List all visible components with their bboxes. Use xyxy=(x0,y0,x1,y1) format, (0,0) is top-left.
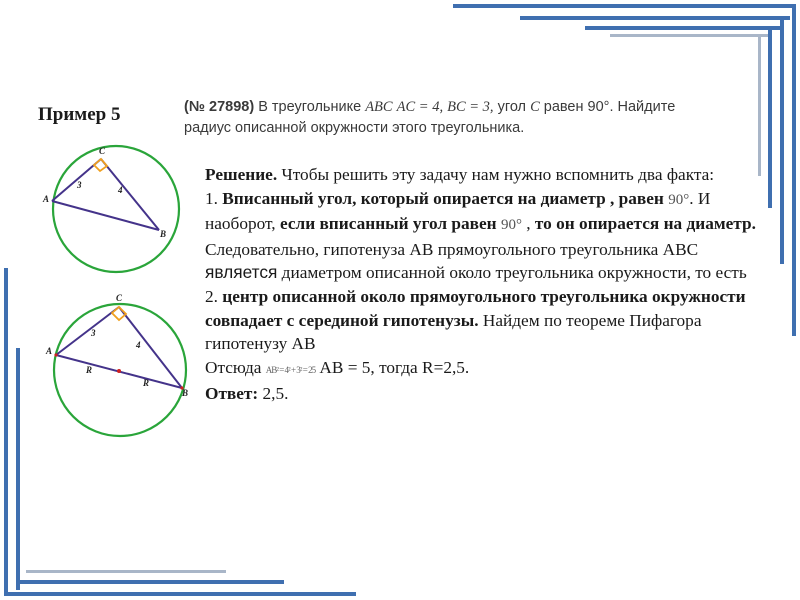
frame-line-left-2 xyxy=(16,348,20,590)
frame-line-top-3 xyxy=(585,26,781,30)
side-ac: AC = 4, xyxy=(396,99,444,115)
solution-intro: Чтобы решить эту задачу нам нужно вспомнить два факта: xyxy=(277,165,715,184)
problem-statement xyxy=(184,97,704,139)
fact-1-bold-3: то он опирается на диаметр. xyxy=(534,214,756,234)
solution-paragraph-1 xyxy=(205,163,770,187)
label-r-2: R xyxy=(143,378,150,388)
fact-1-comma: , xyxy=(521,214,535,234)
label-c-2: C xyxy=(116,293,123,303)
label-side-3: 3 xyxy=(77,180,82,190)
answer-value: 2,5. xyxy=(258,384,289,404)
problem-text-1: В треугольнике xyxy=(258,99,362,115)
frame-line-right-outer xyxy=(792,4,796,336)
example-heading: Пример 5 xyxy=(38,104,121,125)
problem-text-3: равен 90°. Найдите xyxy=(543,99,676,115)
solution-text xyxy=(205,163,770,406)
pythagoras-formula: AB² = 4² + 3² = 25 xyxy=(265,364,316,375)
point-a xyxy=(54,353,57,356)
fact-1-text-1: . И наоборот, xyxy=(205,188,711,234)
frame-line-top-outer xyxy=(453,4,795,8)
angle-c: C xyxy=(530,99,540,115)
solution-paragraph-4 xyxy=(205,356,770,383)
problem-text-2: угол xyxy=(497,99,527,115)
answer-label: Ответ: xyxy=(205,384,259,404)
fact-1-text-2: Следовательно, гипотенуза АВ прямоугольного треугольника АВС xyxy=(205,239,699,259)
degree-90-2: 90° xyxy=(500,217,522,234)
label-b-1: B xyxy=(160,229,167,239)
center-point xyxy=(117,369,121,373)
right-angle-mark-1 xyxy=(94,159,107,171)
label-side-3-2: 3 xyxy=(91,328,96,338)
fact-1-sans-word: является xyxy=(205,262,278,283)
frame-line-bottom-2 xyxy=(16,580,284,584)
fact-2-number: 2. xyxy=(205,286,223,306)
side-ab-line xyxy=(52,201,159,230)
label-side-4: 4 xyxy=(118,185,123,195)
label-a-1: A xyxy=(43,194,50,204)
solution-paragraph-2 xyxy=(205,187,770,285)
fact-1-text-3: диаметром описанной около треугольника окружности, то есть xyxy=(277,263,747,283)
fact-1-bold: Вписанный угол, который опирается на диаметр , равен xyxy=(222,188,669,208)
label-a-2: A xyxy=(46,346,53,356)
circumcircle-1 xyxy=(53,146,179,272)
solution-label: Решение. xyxy=(205,165,278,184)
fact-1-bold-2: если вписанный угол равен xyxy=(279,214,501,234)
circle-figure-2 xyxy=(36,290,196,450)
side-cb-line-2 xyxy=(119,307,182,388)
solution-paragraph-3 xyxy=(205,285,770,356)
label-c-1: C xyxy=(99,146,106,156)
solution-answer xyxy=(205,382,770,406)
result-text: АВ = 5, тогда R=2,5. xyxy=(315,357,470,377)
side-cb-line xyxy=(101,159,159,230)
label-r-1: R xyxy=(86,365,93,375)
hence-word: Отсюда xyxy=(205,357,262,377)
frame-line-right-4 xyxy=(758,36,761,176)
frame-line-bottom-3 xyxy=(26,570,226,573)
label-side-4-2: 4 xyxy=(136,340,141,350)
fact-1-number: 1. xyxy=(205,188,223,208)
frame-line-top-2 xyxy=(520,16,790,20)
degree-90-1: 90° xyxy=(668,191,690,208)
circle-figure-1 xyxy=(36,140,196,280)
problem-text-4: радиус описанной окружности этого треугольника. xyxy=(184,120,525,136)
frame-line-right-2 xyxy=(780,16,784,264)
fact-2-text: Найдем по теореме Пифагора гипотенузу АВ xyxy=(205,310,702,354)
frame-line-left xyxy=(4,268,8,596)
frame-line-top-4 xyxy=(610,34,770,37)
triangle-name: ABC xyxy=(365,99,393,115)
frame-line-bottom-outer xyxy=(4,592,356,596)
fact-2-bold: центр описанной около прямоугольного треугольника окружности совпадает с серединой гипотенузы. xyxy=(205,286,746,330)
label-b-2: B xyxy=(182,388,189,398)
side-bc: BC = 3, xyxy=(447,99,494,115)
problem-number: (№ 27898) xyxy=(184,99,255,115)
